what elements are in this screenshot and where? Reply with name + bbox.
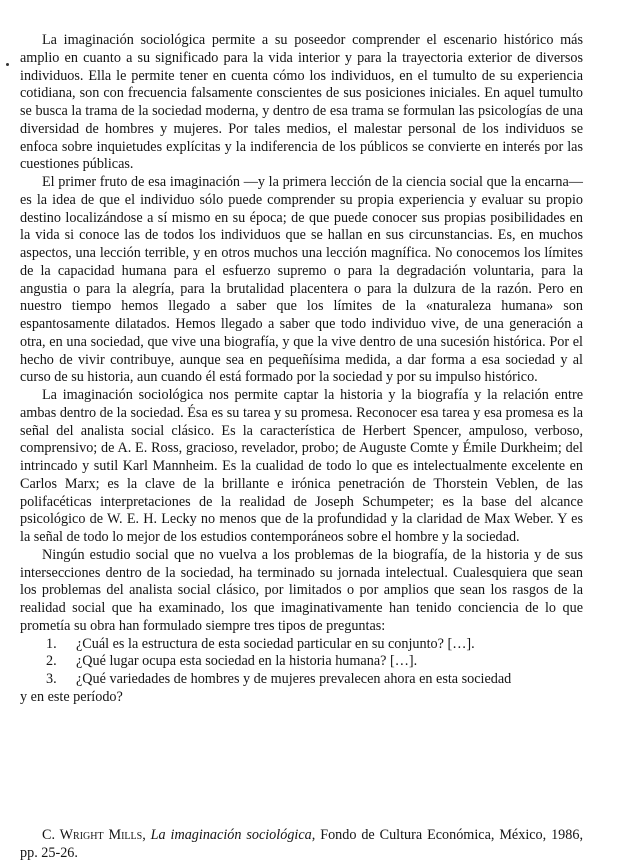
citation-title: La imaginación sociológica, bbox=[150, 827, 316, 843]
margin-dot bbox=[6, 63, 9, 66]
citation-publisher: Fondo de Cultura Económica, México, 1986, pp. 25-26. bbox=[20, 827, 584, 861]
closing-line: y en este período? bbox=[20, 688, 123, 705]
citation-author: C. Wright Mills, bbox=[42, 827, 146, 843]
list-text: ¿Qué lugar ocupa esta sociedad en la historia humana? […]. bbox=[76, 653, 418, 670]
list-text: ¿Qué variedades de hombres y de mujeres prevalecen ahora en esta sociedad bbox=[76, 671, 512, 687]
citation bbox=[20, 826, 583, 862]
body-text bbox=[20, 32, 583, 707]
list-item bbox=[20, 653, 583, 671]
question-list bbox=[20, 636, 583, 689]
paragraph-4: Ningún estudio social que no vuelva a los problemas de la biografía, de la historia y de sus intersecciones dentro de la sociedad, ha terminado su jornada intelectual. Cualesquiera que sean los problemas del analista social clásico, por limitados o por amplios que sean los rasgos de la realidad social que ha examinado, los que imaginativamente han tenido conciencia de lo que prometía su obra han formulado siempre tres tipos de preguntas: bbox=[20, 546, 583, 634]
list-text: ¿Cuál es la estructura de esta sociedad particular en su conjunto? […]. bbox=[76, 635, 475, 652]
paragraph-1: La imaginación sociológica permite a su poseedor comprender el escenario histórico más amplio en cuanto a su significado para la vida interior y para la trayectoria exterior de diversos individuos. Ella le permite tener en cuenta cómo los individuos, en el tumulto de su experiencia cotidiana, son con frecuencia falsamente conscientes de sus posiciones iniciales. En aquel tumulto se busca la trama de la sociedad moderna, y dentro de esa trama se formulan las psicologías de una diversidad de hombres y mujeres. Por tales medios, el malestar personal de los individuos se enfoca sobre inquietudes explícitas y la indiferencia de los públicos se convierte en interés por las cuestiones públicas. bbox=[20, 32, 583, 173]
list-number: 3. bbox=[46, 671, 57, 687]
list-number: 1. bbox=[46, 635, 57, 652]
paragraph-2: El primer fruto de esa imaginación —y la primera lección de la ciencia social que la encarna— es la idea de que el individuo sólo puede comprender su propia experiencia y evaluar su propio destino localizándose a sí mismo en su época; de que puede conocer sus propias posibilidades en la vida si conoce las de todos los individuos que se hallan en sus circunstancias. Es, en muchos aspectos, una lección terrible, y en otros muchos una lección magnífica. No conocemos los límites de la capacidad humana para el esfuerzo supremo o para la degradación voluntaria, para la angustia o para la alegría, para la brutalidad placentera o para la dulzura de la razón. Pero en nuestro tiempo hemos llegado a saber que los límites de la «naturaleza humana» son espantosamente dilatados. Hemos llegado a saber que todo individuo vive, de una generación a otra, en una sociedad, que vive una biografía, y que la vive dentro de una sucesión histórica. Por el hecho de vivir contribuye, aunque sea en pequeñísima medida, a dar forma a esa sociedad y al curso de su historia, aun cuando él está formado por la sociedad y por su impulso histórico. bbox=[20, 174, 583, 386]
list-item bbox=[20, 636, 583, 654]
list-number: 2. bbox=[46, 653, 57, 670]
paragraph-3: La imaginación sociológica nos permite captar la historia y la biografía y la relación entre ambas dentro de la sociedad. Ésa es su tarea y su promesa. Reconocer esa tarea y esa promesa es la señal del analista social clásico. Es la característica de Herbert Spencer, ampuloso, verboso, comprensivo; de A. E. Ross, gracioso, revelador, probo; de Auguste Comte y Émile Durkheim; del intrincado y sutil Karl Mannheim. Es la cualidad de todo lo que es intelectualmente excelente en Carlos Marx; es la clave de la brillante e irónica penetración de Thorstein Veblen, de las polifacéticas interpretaciones de la realidad de Joseph Schumpeter; es la base del alcance psicológico de W. E. H. Lecky no menos que de la profundidad y la claridad de Max Weber. Y es la señal de todo lo mejor de los estudios contemporáneos sobre el hombre y la sociedad. bbox=[20, 387, 583, 545]
list-item bbox=[20, 671, 583, 689]
